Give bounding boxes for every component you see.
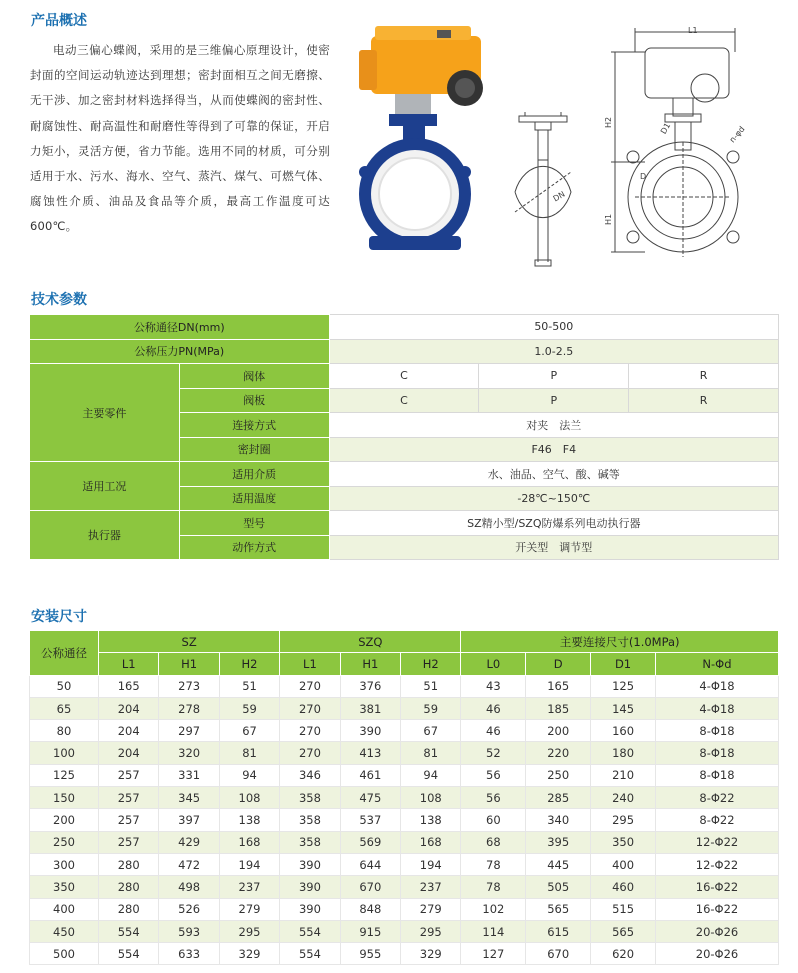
table-cell: 280 — [99, 898, 159, 920]
table-cell: 554 — [280, 943, 340, 965]
table-cell: 250 — [30, 831, 99, 853]
table-cell: 52 — [461, 742, 526, 764]
table-cell: 108 — [401, 787, 461, 809]
table-cell: 554 — [280, 920, 340, 942]
side-view-drawing — [505, 112, 580, 272]
table-cell: 376 — [340, 675, 400, 697]
d-label: D — [640, 172, 647, 181]
table-cell: 150 — [30, 787, 99, 809]
table-cell: 270 — [280, 720, 340, 742]
table-row — [30, 764, 779, 786]
table-cell: 554 — [99, 943, 159, 965]
spec-title: 技术参数 — [31, 292, 87, 308]
table-cell: 285 — [526, 787, 591, 809]
d1-label: D1 — [658, 121, 673, 136]
nd-label: n-φd — [727, 124, 747, 145]
spec-table — [29, 314, 779, 560]
dims-dn-header: 公称通径 — [30, 631, 99, 676]
spec-label: 密封圈 — [179, 437, 329, 462]
table-cell: 16-Φ22 — [655, 876, 778, 898]
dims-col-header: H1 — [159, 653, 219, 675]
table-cell: 4-Φ18 — [655, 675, 778, 697]
dims-col-header: L0 — [461, 653, 526, 675]
table-cell: 329 — [219, 943, 279, 965]
table-cell: 125 — [30, 764, 99, 786]
table-cell: 165 — [99, 675, 159, 697]
table-row — [30, 831, 779, 853]
table-cell: 526 — [159, 898, 219, 920]
table-cell: 257 — [99, 764, 159, 786]
table-cell: 257 — [99, 831, 159, 853]
dims-szq-header: SZQ — [280, 631, 461, 653]
spec-row — [30, 339, 779, 364]
table-cell: 4-Φ18 — [655, 697, 778, 719]
table-cell: 273 — [159, 675, 219, 697]
table-cell: 65 — [30, 697, 99, 719]
table-cell: 168 — [401, 831, 461, 853]
table-cell: 138 — [219, 809, 279, 831]
table-cell: 43 — [461, 675, 526, 697]
table-cell: 8-Φ18 — [655, 720, 778, 742]
table-cell: 68 — [461, 831, 526, 853]
table-cell: 300 — [30, 853, 99, 875]
table-cell: 350 — [591, 831, 656, 853]
spec-label: 公称压力PN(MPa) — [30, 339, 330, 364]
table-cell: 8-Φ22 — [655, 809, 778, 831]
table-cell: 593 — [159, 920, 219, 942]
l1-label: L1 — [688, 26, 698, 35]
table-cell: 537 — [340, 809, 400, 831]
table-cell: 12-Φ22 — [655, 831, 778, 853]
table-cell: 340 — [526, 809, 591, 831]
table-cell: 390 — [280, 876, 340, 898]
table-cell: 295 — [219, 920, 279, 942]
table-row — [30, 853, 779, 875]
table-cell: 81 — [219, 742, 279, 764]
spec-group: 主要零件 — [30, 364, 180, 462]
table-cell: 56 — [461, 787, 526, 809]
spec-label: 型号 — [179, 511, 329, 536]
table-cell: 102 — [461, 898, 526, 920]
table-cell: 329 — [401, 943, 461, 965]
table-cell: 194 — [401, 853, 461, 875]
dims-col-header: N-Φd — [655, 653, 778, 675]
table-cell: 515 — [591, 898, 656, 920]
table-cell: 204 — [99, 720, 159, 742]
table-cell: 395 — [526, 831, 591, 853]
table-cell: 270 — [280, 675, 340, 697]
table-cell: 279 — [401, 898, 461, 920]
spec-label: 适用温度 — [179, 486, 329, 511]
table-cell: 295 — [401, 920, 461, 942]
valve-photo — [353, 22, 501, 252]
table-cell: 390 — [280, 898, 340, 920]
table-row — [30, 675, 779, 697]
table-cell: 46 — [461, 720, 526, 742]
overview-title: 产品概述 — [31, 13, 87, 29]
table-cell: 204 — [99, 742, 159, 764]
table-cell: 46 — [461, 697, 526, 719]
table-cell: 381 — [340, 697, 400, 719]
table-cell: 20-Φ26 — [655, 920, 778, 942]
spec-value: R — [629, 388, 779, 413]
table-cell: 475 — [340, 787, 400, 809]
spec-label: 阀体 — [179, 364, 329, 389]
spec-value: F46 F4 — [329, 437, 778, 462]
dims-col-header: D — [526, 653, 591, 675]
table-cell: 331 — [159, 764, 219, 786]
table-cell: 615 — [526, 920, 591, 942]
table-cell: 278 — [159, 697, 219, 719]
spec-label: 连接方式 — [179, 413, 329, 438]
table-cell: 60 — [461, 809, 526, 831]
intro-paragraph: 电动三偏心蝶阀，采用的是三维偏心原理设计，使密封面的空间运动轨迹达到理想；密封面相互之间无磨擦、无干涉、加之密封材料选择得当，从而使蝶阀的密封性、耐腐蚀性、耐高温性和耐磨性等得到了可靠的保证，开启力矩小，灵活方便，省力节能。选用不同的材质，可分别适用于水、污水、海水、空气、蒸汽、煤气、可燃气体、腐蚀性介质、油品及食品等介质，最高工作温度可达600℃。 — [30, 43, 330, 234]
table-cell: 12-Φ22 — [655, 853, 778, 875]
spec-value: 开关型 调节型 — [329, 535, 778, 560]
dims-title: 安装尺寸 — [31, 609, 87, 625]
table-cell: 20-Φ26 — [655, 943, 778, 965]
table-cell: 270 — [280, 742, 340, 764]
spec-value: SZ精小型/SZQ防爆系列电动执行器 — [329, 511, 778, 536]
table-cell: 569 — [340, 831, 400, 853]
table-cell: 346 — [280, 764, 340, 786]
table-cell: 8-Φ22 — [655, 787, 778, 809]
spec-value: P — [479, 364, 629, 389]
table-cell: 51 — [219, 675, 279, 697]
table-cell: 565 — [526, 898, 591, 920]
table-cell: 51 — [401, 675, 461, 697]
table-cell: 168 — [219, 831, 279, 853]
table-cell: 67 — [219, 720, 279, 742]
table-cell: 257 — [99, 809, 159, 831]
table-cell: 59 — [401, 697, 461, 719]
table-cell: 670 — [526, 943, 591, 965]
h2-label: H2 — [604, 116, 614, 129]
table-cell: 280 — [99, 853, 159, 875]
spec-value: R — [629, 364, 779, 389]
spec-label: 适用介质 — [179, 462, 329, 487]
table-cell: 220 — [526, 742, 591, 764]
table-cell: 297 — [159, 720, 219, 742]
h1-label: H1 — [604, 213, 614, 226]
table-cell: 413 — [340, 742, 400, 764]
table-cell: 390 — [280, 853, 340, 875]
table-row — [30, 787, 779, 809]
spec-value: 对夹 法兰 — [329, 413, 778, 438]
table-row — [30, 898, 779, 920]
table-cell: 94 — [219, 764, 279, 786]
table-cell: 78 — [461, 876, 526, 898]
table-cell: 358 — [280, 831, 340, 853]
table-row — [30, 697, 779, 719]
table-cell: 78 — [461, 853, 526, 875]
table-cell: 237 — [219, 876, 279, 898]
spec-label: 阀板 — [179, 388, 329, 413]
spec-row — [30, 315, 779, 340]
table-cell: 100 — [30, 742, 99, 764]
table-cell: 397 — [159, 809, 219, 831]
table-cell: 390 — [340, 720, 400, 742]
dims-header-row — [30, 631, 779, 653]
table-row — [30, 876, 779, 898]
spec-value: 水、油品、空气、酸、碱等 — [329, 462, 778, 487]
table-cell: 204 — [99, 697, 159, 719]
table-cell: 59 — [219, 697, 279, 719]
table-cell: 472 — [159, 853, 219, 875]
table-cell: 505 — [526, 876, 591, 898]
table-cell: 429 — [159, 831, 219, 853]
dims-col-header: H1 — [340, 653, 400, 675]
table-cell: 350 — [30, 876, 99, 898]
table-cell: 554 — [99, 920, 159, 942]
side-dn-label: DN — [551, 189, 567, 204]
table-cell: 80 — [30, 720, 99, 742]
table-cell: 180 — [591, 742, 656, 764]
table-cell: 461 — [340, 764, 400, 786]
table-cell: 108 — [219, 787, 279, 809]
table-cell: 400 — [30, 898, 99, 920]
dims-body — [30, 675, 779, 965]
table-cell: 633 — [159, 943, 219, 965]
table-cell: 200 — [526, 720, 591, 742]
table-cell: 358 — [280, 787, 340, 809]
spec-value: 50-500 — [329, 315, 778, 340]
table-cell: 280 — [99, 876, 159, 898]
table-cell: 460 — [591, 876, 656, 898]
table-cell: 257 — [99, 787, 159, 809]
table-cell: 81 — [401, 742, 461, 764]
table-cell: 160 — [591, 720, 656, 742]
spec-row — [30, 511, 779, 536]
table-cell: 145 — [591, 697, 656, 719]
table-cell: 67 — [401, 720, 461, 742]
table-cell: 8-Φ18 — [655, 742, 778, 764]
table-cell: 125 — [591, 675, 656, 697]
table-cell: 400 — [591, 853, 656, 875]
spec-value: 1.0-2.5 — [329, 339, 778, 364]
spec-row — [30, 364, 779, 389]
dims-col-header: L1 — [280, 653, 340, 675]
table-cell: 295 — [591, 809, 656, 831]
spec-group: 执行器 — [30, 511, 180, 560]
dims-col-header: D1 — [591, 653, 656, 675]
spec-group: 适用工况 — [30, 462, 180, 511]
table-cell: 210 — [591, 764, 656, 786]
table-cell: 56 — [461, 764, 526, 786]
table-cell: 848 — [340, 898, 400, 920]
dims-subheader-row — [30, 653, 779, 675]
table-cell: 279 — [219, 898, 279, 920]
table-cell: 185 — [526, 697, 591, 719]
table-row — [30, 809, 779, 831]
table-cell: 240 — [591, 787, 656, 809]
table-cell: 915 — [340, 920, 400, 942]
table-cell: 345 — [159, 787, 219, 809]
spec-row — [30, 462, 779, 487]
table-cell: 500 — [30, 943, 99, 965]
dims-conn-header: 主要连接尺寸(1.0MPa) — [461, 631, 779, 653]
table-cell: 358 — [280, 809, 340, 831]
table-cell: 127 — [461, 943, 526, 965]
table-row — [30, 742, 779, 764]
dims-table — [29, 630, 779, 965]
dims-col-header: H2 — [219, 653, 279, 675]
table-cell: 50 — [30, 675, 99, 697]
table-cell: 620 — [591, 943, 656, 965]
front-view-drawing — [605, 22, 750, 272]
table-cell: 498 — [159, 876, 219, 898]
table-cell: 270 — [280, 697, 340, 719]
table-cell: 565 — [591, 920, 656, 942]
table-cell: 955 — [340, 943, 400, 965]
table-cell: 138 — [401, 809, 461, 831]
table-cell: 200 — [30, 809, 99, 831]
table-cell: 670 — [340, 876, 400, 898]
spec-label: 动作方式 — [179, 535, 329, 560]
table-cell: 250 — [526, 764, 591, 786]
table-cell: 114 — [461, 920, 526, 942]
table-row — [30, 920, 779, 942]
table-cell: 194 — [219, 853, 279, 875]
spec-value: C — [329, 388, 479, 413]
table-cell: 644 — [340, 853, 400, 875]
table-cell: 16-Φ22 — [655, 898, 778, 920]
table-cell: 94 — [401, 764, 461, 786]
table-row — [30, 720, 779, 742]
spec-value: C — [329, 364, 479, 389]
spec-value: P — [479, 388, 629, 413]
table-cell: 8-Φ18 — [655, 764, 778, 786]
dims-col-header: L1 — [99, 653, 159, 675]
table-cell: 450 — [30, 920, 99, 942]
spec-value: -28℃~150℃ — [329, 486, 778, 511]
table-cell: 320 — [159, 742, 219, 764]
table-cell: 445 — [526, 853, 591, 875]
table-cell: 237 — [401, 876, 461, 898]
dims-col-header: H2 — [401, 653, 461, 675]
dims-sz-header: SZ — [99, 631, 280, 653]
spec-label: 公称通径DN(mm) — [30, 315, 330, 340]
table-cell: 165 — [526, 675, 591, 697]
table-row — [30, 943, 779, 965]
